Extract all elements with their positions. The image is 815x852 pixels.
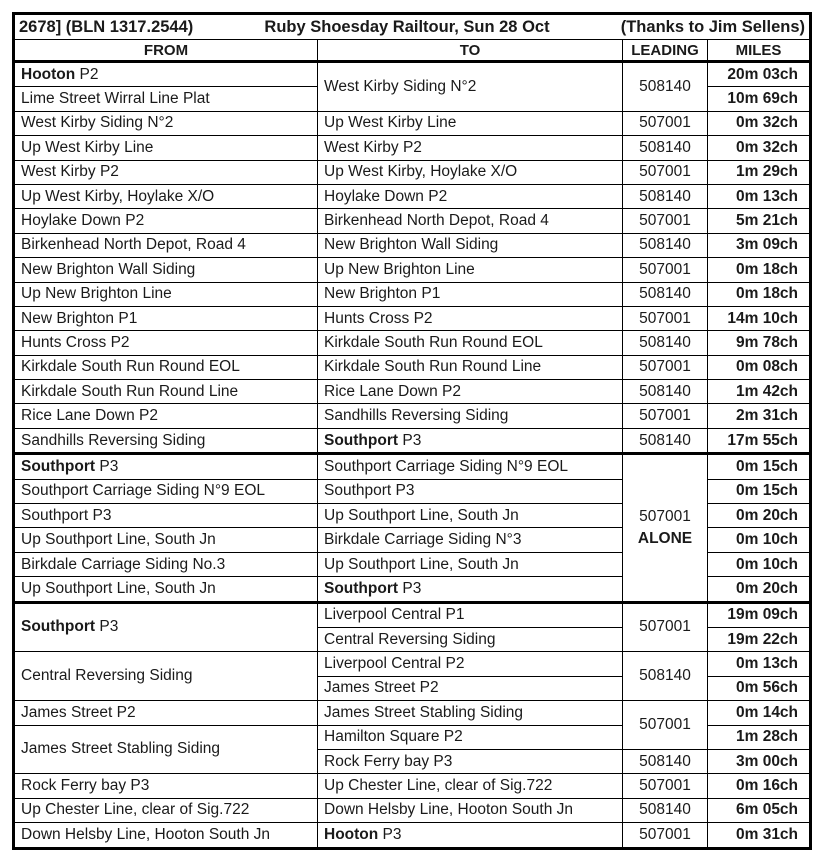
to-platform: P3 [398,579,422,597]
from-cell: Hoylake Down P2 [14,209,318,233]
miles-cell: 0m 32ch [708,136,811,160]
table-row [14,111,811,135]
to-cell [318,428,623,453]
from-station-bold: Hooton [21,65,76,83]
miles-cell: 0m 20ch [708,504,811,528]
to-station-bold: Southport [324,579,399,597]
bln-reference: 2678] (BLN 1317.2544) [19,18,194,36]
from-cell: West Kirby P2 [14,160,318,184]
to-platform: P3 [378,825,402,843]
to-cell: Hunts Cross P2 [318,306,623,330]
from-cell: West Kirby Siding N°2 [14,111,318,135]
table-row [14,282,811,306]
leading-cell: 507001 [623,258,708,282]
to-cell: Birkenhead North Depot, Road 4 [318,209,623,233]
leading-cell: 508140 [623,233,708,257]
to-cell [318,577,623,602]
header-to: TO [318,40,623,62]
from-cell: Rice Lane Down P2 [14,404,318,428]
to-cell: Kirkdale South Run Round EOL [318,331,623,355]
to-cell [318,823,623,848]
table-row [14,798,811,822]
leading-cell: 508140 [623,380,708,404]
from-cell [14,602,318,652]
leading-cell: 507001 [623,602,708,652]
leading-cell: 508140 [623,62,708,112]
to-station-bold: Southport [324,431,399,449]
from-station-bold: Southport [21,457,96,475]
from-cell: Down Helsby Line, Hooton South Jn [14,823,318,848]
credit-note: (Thanks to Jim Sellens) [620,18,806,36]
from-cell: New Brighton Wall Siding [14,258,318,282]
leading-cell: 507001 [623,404,708,428]
to-cell: Rock Ferry bay P3 [318,749,623,773]
miles-cell: 19m 22ch [708,627,811,651]
from-cell: Up Southport Line, South Jn [14,577,318,602]
table-row [14,823,811,848]
miles-cell: 0m 14ch [708,701,811,725]
to-cell: James Street Stabling Siding [318,701,623,725]
header-from: FROM [14,40,318,62]
to-cell: Liverpool Central P1 [318,602,623,627]
to-cell: Up Southport Line, South Jn [318,552,623,576]
leading-cell: 508140 [623,798,708,822]
leading-cell: 508140 [623,184,708,208]
header-miles: MILES [708,40,811,62]
railtour-itinerary-table [12,12,812,850]
leading-cell: 507001 [623,355,708,379]
from-cell: Birkenhead North Depot, Road 4 [14,233,318,257]
miles-cell: 0m 31ch [708,823,811,848]
miles-cell: 0m 18ch [708,258,811,282]
table-row [14,404,811,428]
miles-cell: 3m 00ch [708,749,811,773]
to-cell: James Street P2 [318,676,623,700]
to-cell: Rice Lane Down P2 [318,380,623,404]
leading-cell: 508140 [623,282,708,306]
to-cell: Up West Kirby Line [318,111,623,135]
from-cell [14,62,318,87]
leading-loco: 507001 [639,507,691,525]
miles-cell: 1m 42ch [708,380,811,404]
from-cell: Rock Ferry bay P3 [14,774,318,798]
miles-cell: 0m 13ch [708,184,811,208]
miles-cell: 0m 32ch [708,111,811,135]
miles-cell: 3m 09ch [708,233,811,257]
to-cell: Southport P3 [318,479,623,503]
miles-cell: 17m 55ch [708,428,811,453]
table-row [14,306,811,330]
table-row [14,428,811,453]
from-platform: P2 [75,65,99,83]
miles-cell: 14m 10ch [708,306,811,330]
leading-cell: 507001 [623,160,708,184]
leading-cell [623,454,708,602]
leading-cell: 507001 [623,306,708,330]
to-cell: Down Helsby Line, Hooton South Jn [318,798,623,822]
from-cell: Up West Kirby, Hoylake X/O [14,184,318,208]
table-row [14,701,811,725]
to-cell: Up West Kirby, Hoylake X/O [318,160,623,184]
railtour-table-container [12,12,809,850]
from-cell: Up New Brighton Line [14,282,318,306]
miles-cell: 5m 21ch [708,209,811,233]
to-cell: West Kirby P2 [318,136,623,160]
from-cell: Lime Street Wirral Line Plat [14,87,318,111]
miles-cell: 0m 20ch [708,577,811,602]
to-cell: Up New Brighton Line [318,258,623,282]
table-row [14,160,811,184]
table-row [14,774,811,798]
table-row [14,233,811,257]
from-cell: New Brighton P1 [14,306,318,330]
leading-cell: 508140 [623,428,708,453]
leading-cell: 507001 [623,823,708,848]
leading-cell: 507001 [623,209,708,233]
leading-alone-label: ALONE [637,529,693,547]
to-cell: New Brighton P1 [318,282,623,306]
leading-cell: 508140 [623,331,708,355]
miles-cell: 20m 03ch [708,62,811,87]
from-cell: Hunts Cross P2 [14,331,318,355]
miles-cell: 0m 10ch [708,552,811,576]
to-cell: Central Reversing Siding [318,627,623,651]
leading-cell: 508140 [623,136,708,160]
table-row [14,380,811,404]
to-cell: Sandhills Reversing Siding [318,404,623,428]
table-row [14,209,811,233]
from-cell: Kirkdale South Run Round EOL [14,355,318,379]
miles-cell: 0m 08ch [708,355,811,379]
to-cell: Liverpool Central P2 [318,652,623,676]
table-row [14,184,811,208]
table-row [14,602,811,627]
to-cell: Kirkdale South Run Round Line [318,355,623,379]
from-cell: Up West Kirby Line [14,136,318,160]
from-cell: Central Reversing Siding [14,652,318,701]
table-row [14,454,811,479]
miles-cell: 10m 69ch [708,87,811,111]
from-cell: Southport P3 [14,504,318,528]
title-row [14,14,811,40]
from-cell [14,454,318,479]
miles-cell: 0m 13ch [708,652,811,676]
from-cell: Southport Carriage Siding N°9 EOL [14,479,318,503]
miles-cell: 9m 78ch [708,331,811,355]
leading-cell: 507001 [623,701,708,750]
miles-cell: 6m 05ch [708,798,811,822]
miles-cell: 0m 15ch [708,479,811,503]
leading-cell: 507001 [623,111,708,135]
from-cell: Kirkdale South Run Round Line [14,380,318,404]
railtour-name: Ruby Shoesday Railtour, Sun 28 Oct [264,18,550,36]
from-cell: Birkdale Carriage Siding No.3 [14,552,318,576]
from-cell: Up Chester Line, clear of Sig.722 [14,798,318,822]
table-row [14,652,811,676]
from-cell: Up Southport Line, South Jn [14,528,318,552]
miles-cell: 0m 18ch [708,282,811,306]
miles-cell: 0m 15ch [708,454,811,479]
to-cell: Hoylake Down P2 [318,184,623,208]
miles-cell: 1m 29ch [708,160,811,184]
table-row [14,258,811,282]
miles-cell: 0m 10ch [708,528,811,552]
miles-cell: 0m 56ch [708,676,811,700]
to-cell: Birkdale Carriage Siding N°3 [318,528,623,552]
table-row [14,355,811,379]
title-cell [14,14,811,40]
to-station-bold: Hooton [324,825,379,843]
table-row [14,136,811,160]
to-cell: Hamilton Square P2 [318,725,623,749]
to-cell: Up Chester Line, clear of Sig.722 [318,774,623,798]
leading-cell: 507001 [623,774,708,798]
to-cell: Up Southport Line, South Jn [318,504,623,528]
leading-cell: 508140 [623,749,708,773]
miles-cell: 0m 16ch [708,774,811,798]
from-cell: James Street Stabling Siding [14,725,318,774]
table-row [14,62,811,87]
miles-cell: 2m 31ch [708,404,811,428]
to-cell: New Brighton Wall Siding [318,233,623,257]
to-cell: Southport Carriage Siding N°9 EOL [318,454,623,479]
to-platform: P3 [398,431,422,449]
header-row [14,40,811,62]
miles-cell: 19m 09ch [708,602,811,627]
table-row [14,331,811,355]
leading-cell: 508140 [623,652,708,701]
from-platform: P3 [95,618,119,636]
header-leading: LEADING [623,40,708,62]
from-cell: Sandhills Reversing Siding [14,428,318,453]
from-station-bold: Southport [21,618,96,636]
miles-cell: 1m 28ch [708,725,811,749]
from-platform: P3 [95,457,119,475]
from-cell: James Street P2 [14,701,318,725]
to-cell: West Kirby Siding N°2 [318,62,623,112]
